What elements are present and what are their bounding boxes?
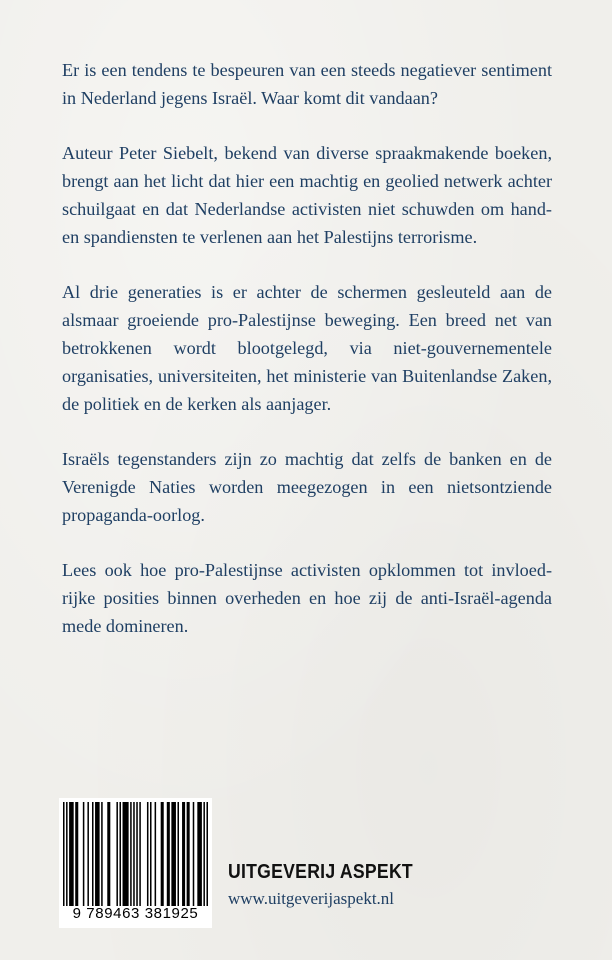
barcode-bar (161, 802, 164, 906)
publisher-name: UITGEVERIJ ASPEKT (228, 860, 413, 883)
barcode-bar (116, 802, 118, 906)
isbn-digits: 9 789463 381925 (72, 905, 199, 922)
barcode-bar (75, 802, 78, 906)
isbn-barcode (59, 798, 212, 928)
barcode-bar (119, 802, 121, 906)
barcode-bar (136, 802, 138, 906)
barcode-bar (69, 802, 74, 906)
barcode-bar (95, 802, 100, 906)
barcode-bar (147, 802, 149, 906)
barcode-bar (193, 802, 195, 906)
blurb-paragraph-5: Lees ook hoe pro-Palestijnse activisten opklommen tot invloedrijke posities binnen overheden en hoe zij de anti-Israël-agenda mede domineren. (62, 560, 552, 636)
barcode-bar (187, 802, 190, 906)
barcode-bar (182, 802, 185, 906)
barcode-bar (167, 802, 170, 906)
barcode-bar (206, 802, 208, 906)
barcode-bar (101, 802, 103, 906)
barcode-bar (203, 802, 205, 906)
blurb-paragraph-3: Al drie generaties is er achter de schermen gesleuteld aan de alsmaar groeiende pro-Palestijnse beweging. Een breed net van betrokkenen wordt blootgelegd, via niet-gouvernementele organisaties, universiteiten, het ministerie van Buitenlandse Zaken, de politiek en de kerken als aanjager. (62, 282, 552, 414)
barcode-bar (83, 802, 85, 906)
blurb-paragraph-2: Auteur Peter Siebelt, bekend van diverse spraakmakende boeken, brengt aan het licht dat hier een machtig en geolied netwerk achter schuilgaat en dat Nederlandse activisten niet schuwden om hand- en spandiensten te verlenen aan het Palestijns terrorisme. (62, 143, 552, 247)
barcode-bar (139, 802, 141, 906)
barcode-bar (107, 802, 110, 906)
blurb-paragraph-1: Er is een tendens te bespeuren van een steeds negatiever sentiment in Nederland jegens Israël. Waar komt dit vandaan? (62, 60, 552, 108)
publisher-url: www.uitgeverijaspekt.nl (228, 889, 395, 908)
barcode-bar (177, 802, 179, 906)
barcode-bar (63, 802, 65, 906)
barcode-bar (197, 802, 202, 906)
barcode-bar (133, 802, 135, 906)
barcode-bar (150, 802, 152, 906)
blurb-text (62, 56, 552, 667)
barcode-bar (87, 802, 89, 906)
barcode-bar (66, 802, 68, 906)
barcode-bar (155, 802, 157, 906)
barcode-bar (123, 802, 129, 906)
barcode-bar (92, 802, 94, 906)
barcode-bars (63, 802, 208, 906)
barcode-bar (171, 802, 176, 906)
barcode-bar (130, 802, 132, 906)
blurb-paragraph-4: Israëls tegenstanders zijn zo machtig dat zelfs de banken en de Verenigde Naties worden meegezogen in een nietsontziende propaganda-oorlog. (62, 449, 552, 525)
